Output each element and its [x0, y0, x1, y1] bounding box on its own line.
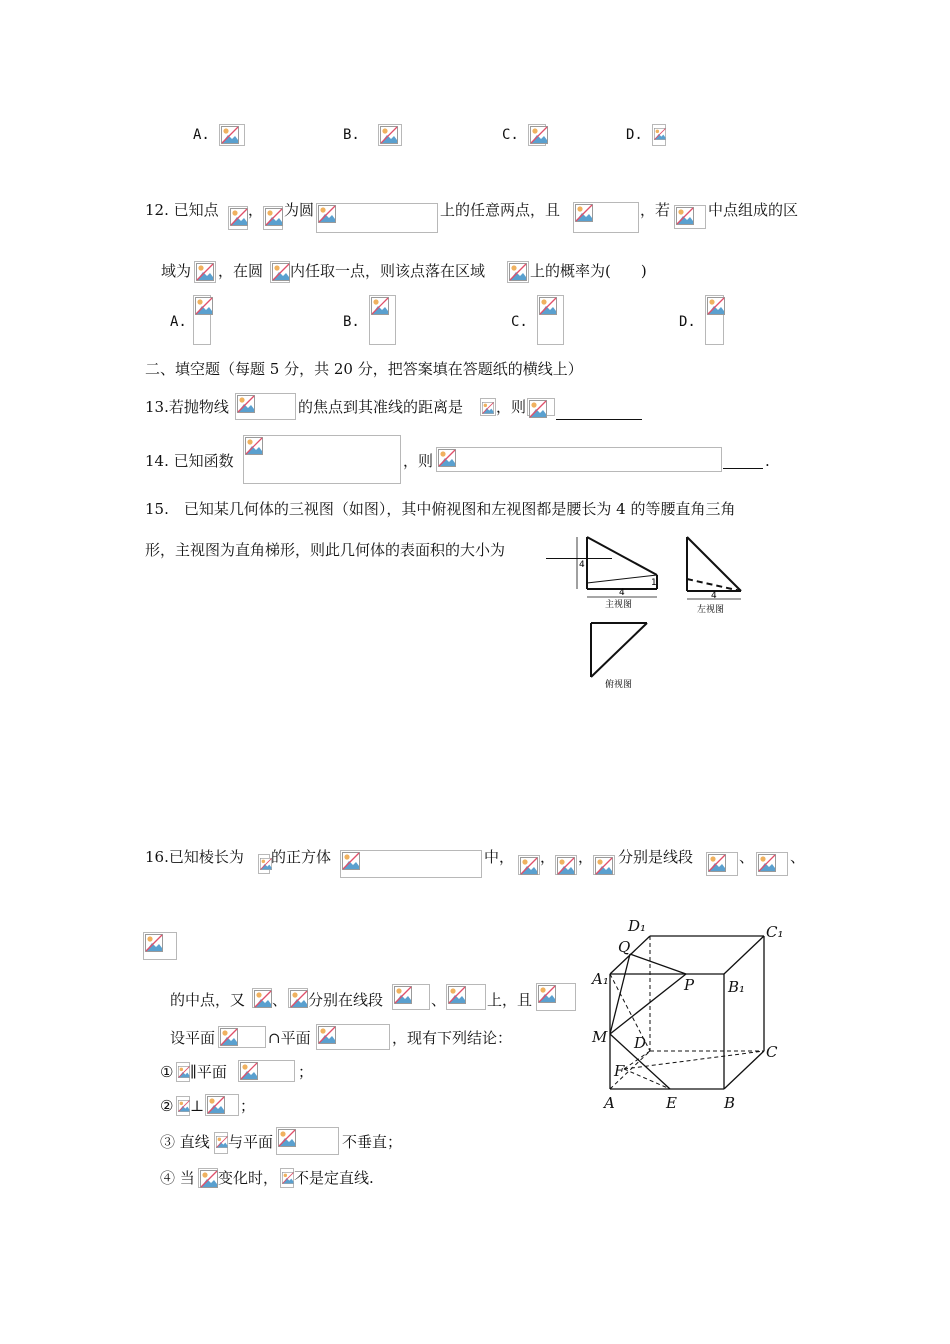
- q12-segment-image: [674, 205, 706, 229]
- q16-sep-6: 、: [431, 991, 447, 1009]
- q16-text-3: 中，: [484, 848, 515, 866]
- q16-conclusion-2-mid: ⊥: [190, 1097, 205, 1115]
- q12-option-d-image: [705, 295, 724, 345]
- q12-text-3: 上的任意两点，且: [440, 201, 561, 219]
- q12-option-d: D.: [679, 314, 696, 330]
- q12-option-a-image: [193, 295, 211, 345]
- q12-text-7: ，在圆: [218, 262, 264, 280]
- q13-parabola-image: [235, 393, 296, 420]
- cube-label-d1: D₁: [628, 917, 647, 935]
- q16-conclusion-4-mid: 变化时，: [218, 1169, 279, 1187]
- q12-circle-o-image: [270, 261, 290, 283]
- q16-plane-1-image: [218, 1026, 266, 1048]
- q16-sep-3: 、: [739, 848, 755, 866]
- q16-conclusion-3-end: 不垂直；: [342, 1133, 403, 1151]
- q16-sep-4: 、: [790, 848, 806, 866]
- q16-conclusion-3-prefix: ③ 直线: [160, 1133, 210, 1151]
- q12-option-b: B.: [343, 314, 360, 330]
- front-view-width-label: 4: [619, 588, 625, 598]
- q13-text-1: 13.若抛物线: [145, 398, 229, 416]
- q16-plane-2-image: [316, 1024, 390, 1050]
- q16-segment-3-image: [143, 932, 177, 960]
- q16-text-5: 的中点，又: [170, 991, 246, 1009]
- q16-conclusion-4-param-image: [198, 1168, 218, 1188]
- cube-label-a1: A₁: [592, 970, 609, 988]
- q16-text-8: 设平面: [170, 1029, 216, 1047]
- q16-conclusion-3-plane-image: [276, 1127, 339, 1155]
- q12-text-2: 为圆: [284, 201, 315, 219]
- q16-conclusion-4-prefix: ④ 当: [160, 1169, 195, 1187]
- q11-option-c-formula-image: [528, 124, 546, 146]
- cube-label-f: F: [614, 1062, 625, 1080]
- q16-text-9: ∩平面: [268, 1029, 311, 1047]
- q16-edge-length-image: [258, 854, 270, 874]
- q16-text-10: ，现有下列结论：: [392, 1029, 513, 1047]
- q11-option-c: C.: [502, 127, 519, 143]
- q16-sep-1: ，: [540, 848, 556, 866]
- q15-line-1: 15. 已知某几何体的三视图（如图），其中俯视图和左视图都是腰长为 4 的等腰直角三角: [145, 500, 736, 518]
- q12-region-image: [507, 261, 529, 283]
- q11-option-a-formula-image: [219, 124, 245, 146]
- q16-sep-2: ，: [578, 848, 594, 866]
- q16-point-m-image: [518, 855, 540, 875]
- front-view-right-label: 1: [651, 578, 657, 588]
- three-view-figure: [575, 527, 755, 697]
- q16-conclusion-1-prefix: ①: [160, 1063, 174, 1081]
- q14-answer-blank[interactable]: [723, 467, 763, 469]
- q16-text-4: 分别是线段: [618, 848, 694, 866]
- cube-label-b: B: [724, 1094, 736, 1112]
- cube-label-d: D: [634, 1034, 647, 1052]
- q16-conclusion-1-line-image: [176, 1062, 190, 1082]
- q12-text-9: 上的概率为( ): [530, 262, 647, 280]
- q14-text-2: ，则: [403, 452, 434, 470]
- q12-point-a-image: [228, 206, 248, 230]
- q16-text-2: 的正方体: [271, 848, 332, 866]
- q11-option-b: B.: [343, 127, 360, 143]
- q14-text-3: .: [765, 452, 770, 470]
- q16-text-6: 分别在线段: [308, 991, 384, 1009]
- left-view: [687, 537, 741, 591]
- q16-point-p-image: [555, 855, 577, 875]
- q12-option-c: C.: [511, 314, 528, 330]
- q16-condition-image: [536, 983, 576, 1011]
- q16-conclusion-2-segment-image: [205, 1094, 239, 1116]
- front-view-height-label: 4: [579, 560, 585, 570]
- q11-option-d: D.: [626, 127, 643, 143]
- cube-label-b1: B₁: [728, 978, 746, 996]
- cube-label-p: P: [684, 976, 695, 994]
- q16-text-7: 上，且: [487, 991, 533, 1009]
- q11-option-d-formula-image: [652, 124, 666, 146]
- q12-text-8: 内任取一点，则该点落在区域: [290, 262, 486, 280]
- q12-text-1: 12. 已知点: [145, 201, 219, 219]
- q12-text-5: 中点组成的区: [708, 201, 799, 219]
- cube-label-q: Q: [618, 938, 631, 956]
- q16-point-f-image: [288, 988, 308, 1008]
- q16-segment-1-image: [706, 852, 738, 876]
- q16-point-q-image: [593, 855, 615, 875]
- left-view-width-label: 4: [711, 591, 717, 601]
- q16-conclusion-2-prefix: ②: [160, 1097, 174, 1115]
- q16-segment-ab-image: [392, 984, 430, 1010]
- left-view-caption: 左视图: [697, 605, 725, 615]
- q16-sep-5: 、: [272, 991, 288, 1009]
- cube-hidden-edges: [610, 936, 764, 1089]
- q12-option-b-image: [369, 295, 396, 345]
- front-view: [587, 537, 657, 589]
- q14-text-1: 14. 已知函数: [145, 452, 234, 470]
- q13-text-2: 的焦点到其准线的距离是: [298, 398, 464, 416]
- q16-conclusion-4-end: 不是定直线.: [294, 1169, 374, 1187]
- cube-label-a: A: [604, 1094, 615, 1112]
- cube-figure: [590, 916, 790, 1116]
- q16-cube-image: [340, 850, 482, 878]
- front-view-caption: 主视图: [605, 600, 633, 610]
- q12-option-a: A.: [170, 314, 187, 330]
- q13-text-3: ，则: [496, 398, 527, 416]
- q16-conclusion-2-end: ；: [240, 1097, 256, 1115]
- q12-sep-1: ，: [248, 201, 264, 219]
- q16-conclusion-1-mid: ∥平面: [190, 1063, 227, 1081]
- q16-segment-2-image: [756, 852, 788, 876]
- q11-option-a: A.: [193, 127, 210, 143]
- q16-conclusion-2-line-image: [176, 1096, 190, 1116]
- q13-answer-blank[interactable]: [556, 418, 642, 420]
- q12-text-6: 域为: [161, 262, 192, 280]
- q12-option-c-image: [537, 295, 564, 345]
- q14-function-image: [243, 435, 401, 484]
- cube-label-c1: C₁: [766, 923, 784, 941]
- cube-label-c: C: [766, 1043, 778, 1061]
- q13-param-image: [527, 398, 555, 416]
- q16-conclusion-1-end: ；: [298, 1063, 314, 1081]
- q12-condition-image: [573, 202, 639, 233]
- q16-segment-aa1-image: [446, 984, 486, 1010]
- q16-conclusion-3-line-image: [214, 1132, 228, 1154]
- top-view: [591, 623, 647, 677]
- q14-expression-image: [436, 447, 722, 472]
- q16-conclusion-1-plane-image: [238, 1060, 295, 1082]
- q16-text-1: 16.已知棱长为: [145, 848, 244, 866]
- top-view-caption: 俯视图: [605, 680, 633, 690]
- q12-text-4: ，若: [640, 201, 671, 219]
- q16-conclusion-4-line-image: [280, 1168, 294, 1188]
- q12-point-b-image: [263, 206, 283, 230]
- q12-circle-equation-image: [316, 203, 438, 233]
- q16-conclusion-3-mid: 与平面: [228, 1133, 274, 1151]
- section-2-title: 二、填空题（每题 5 分，共 20 分，把答案填在答题纸的横线上）: [145, 360, 583, 378]
- q13-distance-image: [480, 398, 496, 416]
- q16-point-e-image: [252, 988, 272, 1008]
- q15-line-2: 形，主视图为直角梯形，则此几何体的表面积的大小为: [145, 541, 506, 559]
- cube-solid-edges: [610, 936, 764, 1089]
- cube-label-e: E: [666, 1094, 677, 1112]
- q12-region-m-image: [194, 261, 216, 283]
- cube-label-m: M: [592, 1028, 608, 1046]
- q11-option-b-formula-image: [378, 124, 402, 146]
